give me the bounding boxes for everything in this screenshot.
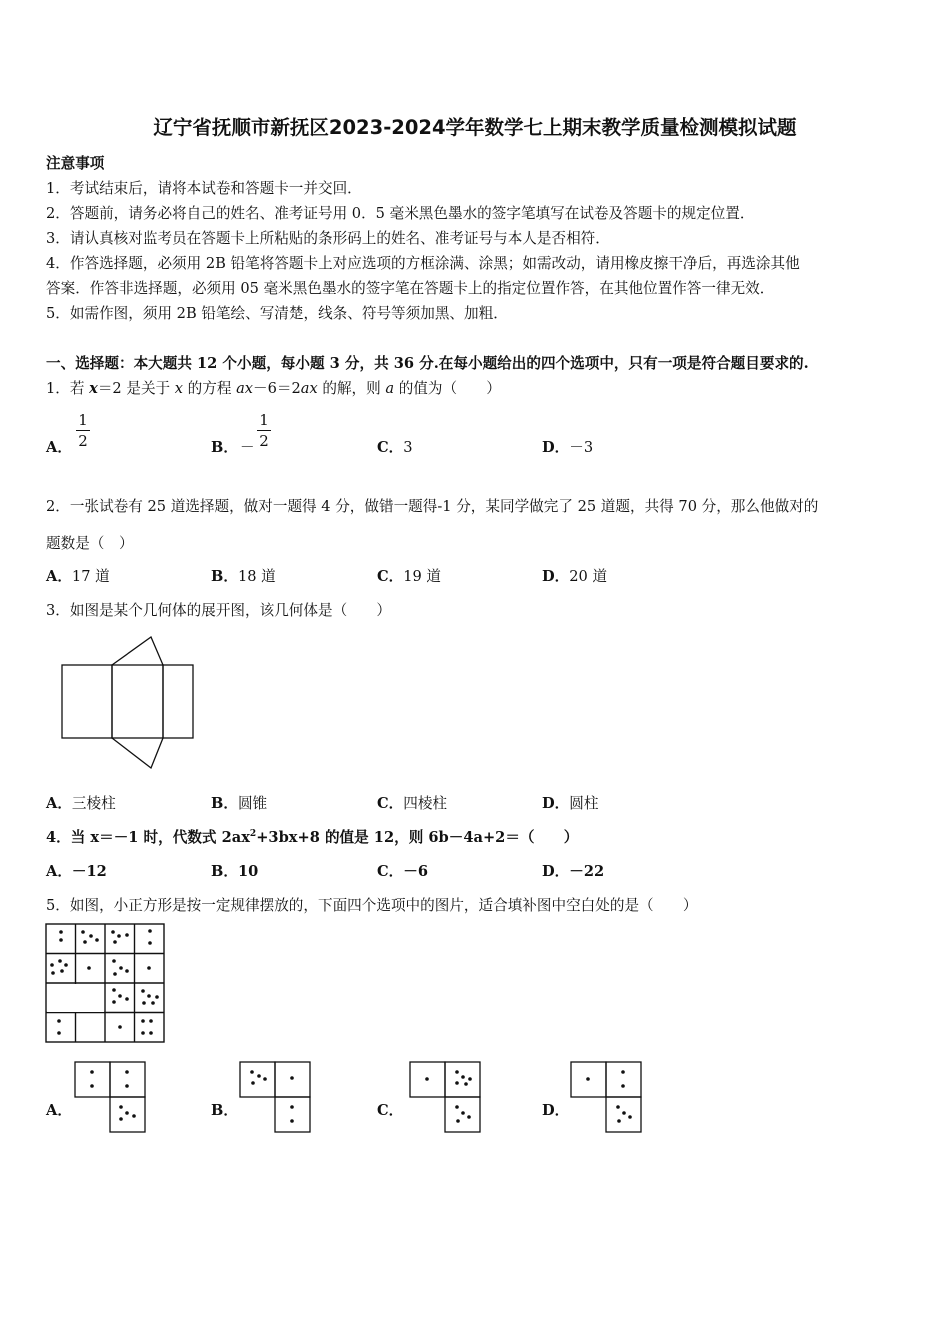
q5-option-b-figure[interactable]	[239, 1061, 313, 1135]
notice-item-4-cont: 答案．作答非选择题，必须用 05 毫米黑色墨水的签字笔在答题卡上的指定位置作答，在其他位置作答一律无效．	[46, 280, 775, 297]
notice-item-2: 2．答题前，请务必将自己的姓名、准考证号用 0．5 毫米黑色墨水的签字笔填写在试卷及答题卡的规定位置．	[46, 205, 755, 222]
q5-option-a-figure[interactable]	[74, 1061, 148, 1135]
q1-option-b-fraction: 1 2	[257, 411, 271, 450]
q3-net-triangle-bottom	[112, 738, 163, 768]
q1-stem: 1．若 x＝2 是关于 x 的方程 ax－6＝2ax 的解，则 a 的值为（ ）	[46, 380, 501, 397]
q4-stem: 4．当 x＝－1 时，代数式 $2ax^2+3bx+8$ 的值是 12，则 6b－4a+2＝（ ）	[46, 829, 579, 846]
q3-option-d[interactable]: D．圆柱	[542, 795, 599, 812]
notice-item-1: 1．考试结束后，请将本试卷和答题卡一并交回．	[46, 180, 362, 197]
q5-option-d-figure[interactable]	[570, 1061, 644, 1135]
q4-option-a[interactable]: A．－12	[46, 863, 107, 880]
q5-option-d-label[interactable]: D．	[542, 1102, 570, 1119]
q2-stem-line1: 2．一张试卷有 25 道选择题，做对一题得 4 分，做错一题得-1 分，某同学做完了 25 道题，共得 70 分，那么他做对的	[46, 498, 819, 515]
q4-option-d[interactable]: D．－22	[542, 863, 605, 880]
section-heading: 一、选择题：本大题共 12 个小题，每小题 3 分，共 36 分.在每小题给出的四个选项中，只有一项是符合题目要求的.	[46, 355, 809, 372]
q1-option-b-sign: －	[240, 439, 255, 456]
q5-option-b-label[interactable]: B．	[211, 1102, 238, 1119]
notice-item-5: 5．如需作图，须用 2B 铅笔绘、写清楚，线条、符号等须加黑、加粗．	[46, 305, 508, 322]
q4-option-b[interactable]: B．10	[211, 863, 259, 880]
q4-option-c[interactable]: C．－6	[377, 863, 428, 880]
q3-stem: 3．如图是某个几何体的展开图，该几何体是（ ）	[46, 602, 391, 619]
q2-option-d[interactable]: D．20 道	[542, 568, 608, 585]
notice-item-4: 4．作答选择题，必须用 2B 铅笔将答题卡上对应选项的方框涂满、涂黑；如需改动，请用橡皮擦干净后，再选涂其他	[46, 255, 800, 272]
q1-option-a-label[interactable]: A．	[46, 439, 72, 456]
q3-option-c[interactable]: C．四棱柱	[377, 795, 448, 812]
q5-option-c-label[interactable]: C．	[377, 1102, 404, 1119]
q1-option-a-fraction: 1 2	[76, 411, 90, 450]
q5-stem: 5．如图，小正方形是按一定规律摆放的，下面四个选项中的图片，适合填补图中空白处的是（ ）	[46, 897, 698, 914]
q2-option-a[interactable]: A．17 道	[46, 568, 110, 585]
q5-grid-blank-area	[47, 984, 104, 1012]
q3-option-a[interactable]: A．三棱柱	[46, 795, 116, 812]
q3-net-rect-left	[62, 665, 112, 738]
q5-grid-figure	[45, 923, 167, 1045]
q5-option-a-label[interactable]: A．	[46, 1102, 72, 1119]
page-title: 辽宁省抚顺市新抚区2023-2024学年数学七上期末教学质量检测模拟试题	[153, 116, 797, 139]
q3-net-rect-right	[163, 665, 193, 738]
q1-option-b-label[interactable]: B．	[211, 439, 238, 456]
notice-item-3: 3．请认真核对监考员在答题卡上所粘贴的条形码上的姓名、准考证号与本人是否相符．	[46, 230, 610, 247]
q1-option-c[interactable]: C．3	[377, 439, 413, 456]
q3-option-b[interactable]: B．圆锥	[211, 795, 268, 812]
q3-net-rect-middle	[112, 665, 163, 738]
q2-option-b[interactable]: B．18 道	[211, 568, 276, 585]
q2-stem-line2: 题数是（ ）	[46, 535, 134, 552]
q3-net-figure	[60, 634, 200, 774]
q2-option-c[interactable]: C．19 道	[377, 568, 442, 585]
q5-option-c-figure[interactable]	[409, 1061, 483, 1135]
q3-net-triangle-top	[112, 637, 163, 665]
q1-option-d[interactable]: D．－3	[542, 439, 594, 456]
notice-heading: 注意事项	[46, 155, 105, 172]
